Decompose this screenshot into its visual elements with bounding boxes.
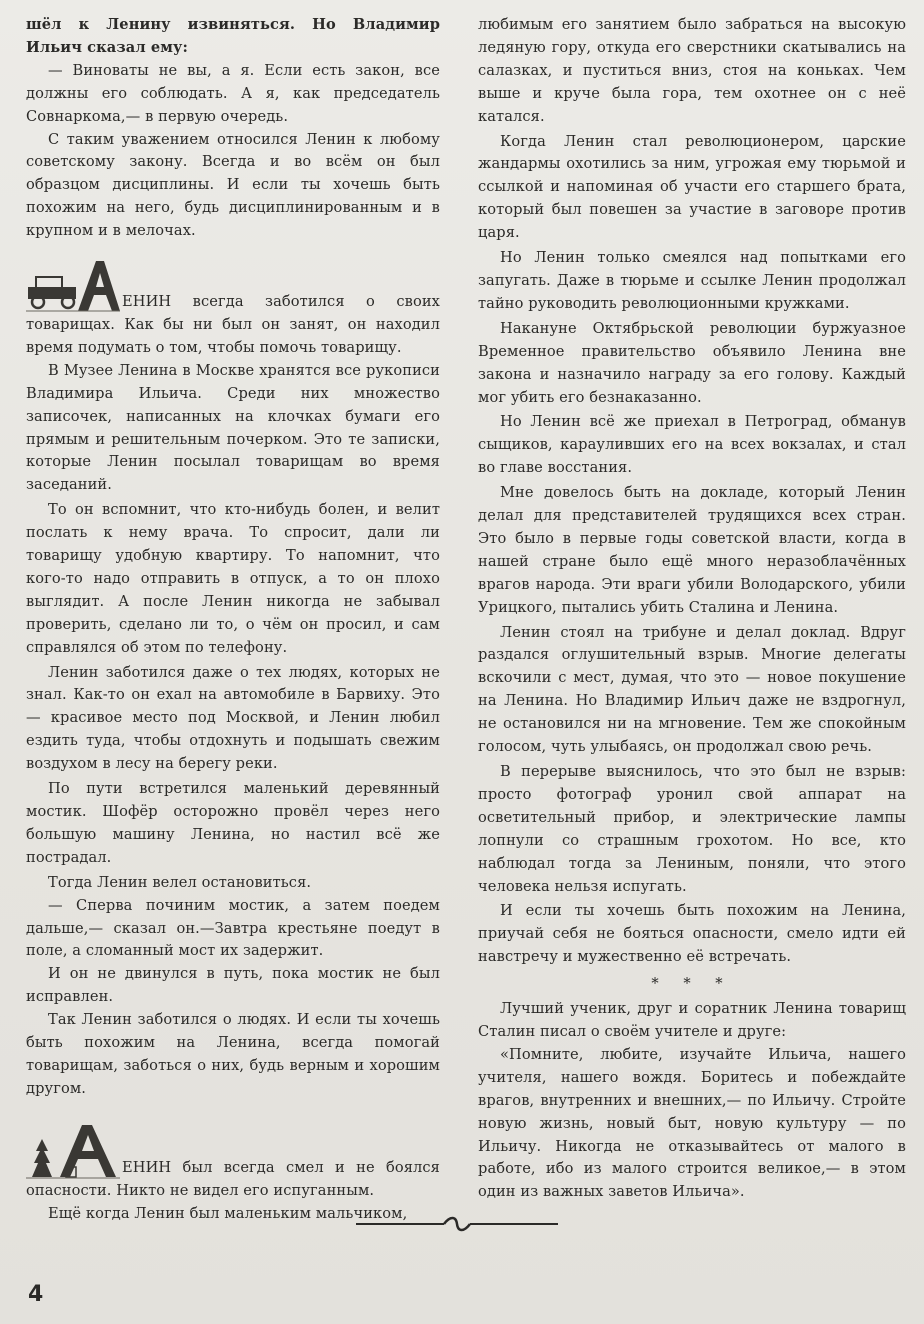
paragraph: Ленин заботился даже о тех людях, которых не знал. Как-то он ехал на автомобиле в Барвиху. Это — красивое место под Москвой, и Ленин любил ездить туда, чтобы отдохнуть и подышать свежим воздухом в лесу на берегу реки. — [26, 663, 440, 773]
paragraph: Так Ленин заботился о людях. И если ты хочешь быть похожим на Ленина, всегда помогай товарищам, заботься о них, будь верным и хорошим другом. — [26, 1011, 440, 1097]
paragraph: — Виноваты не вы, а я. Если есть закон, все должны его соблюдать. А я, как председатель Совнаркома,— в первую очередь. — [26, 61, 440, 125]
paragraph: В перерыве выяснилось, что это был не взрыв: просто фотограф уронил свой аппарат на осветительный прибор, и электрические лампы лопнули со страшным грохотом. Но все, кто наблюдал тогда за Лениным, поняли, что этого человека нельзя испугать. — [478, 763, 906, 895]
paragraph: Мне довелось быть на докладе, который Ленин делал для представителей трудящихся всех стран. Это было в первые годы советской власти, когда в нашей стране было ещё много неразоблачённых врагов народа. Эти враги убили Володарского, убили Урицкого, пытались убить Сталина и Ленина. — [478, 484, 906, 616]
paragraph: С таким уважением относился Ленин к любому советскому закону. Всегда и во всём он был образцом дисциплины. И если ты хочешь быть похожим на него, будь дисциплинированным и в крупном и в мелочах. — [26, 130, 440, 240]
paragraph: Ещё когда Ленин был маленьким мальчиком, — [48, 1204, 408, 1222]
hut-dropcap-icon — [26, 1123, 120, 1179]
paragraph: То он вспомнит, что кто-нибудь болен, и велит послать к нему врача. То спросит, дали ли товарищу удобную квартиру. То напомнит, что кого-то надо отправить в отпуск, а то он плохо выглядит. А после Ленин никогда не забывал проверить, сделано ли то, о чём он просил, и сам справлялся об этом по телефону. — [26, 501, 440, 656]
dropcap-text: ЕНИН всегда заботился о своих товарищах. Как бы ни был он занят, он находил время подумать о том, чтобы помочь товарищу. — [26, 293, 440, 356]
paragraph: Когда Ленин стал революционером, царские жандармы охотились за ним, угрожая ему тюрьмой и ссылкой и напоминая об участи его старшего брата, который был повешен за участие в заговоре против царя. — [478, 132, 906, 242]
ornament-divider-icon — [356, 1216, 558, 1232]
paragraph: В Музее Ленина в Москве хранятся все рукописи Владимира Ильича. Среди них множество записочек, написанных на клочках бумаги его прямым и решительным почерком. Это те записки, которые Ленин посылал товарищам во время заседаний. — [26, 361, 440, 494]
paragraph: любимым его занятием было забраться на высокую ледяную гору, откуда его сверстники скатывались на салазках, и пуститься вниз, стоя на коньках. Чем выше и круче была гора, тем охотнее он с неё катался. — [478, 16, 906, 125]
paragraph: шёл к Ленину извиняться. Но Владимир Ильич сказал ему: — [26, 16, 440, 56]
paragraph: Но Ленин всё же приехал в Петроград, обманув сыщиков, карауливших его на всех вокзалах, и стал во главе восстания. — [478, 413, 906, 477]
paragraph: Но Ленин только смеялся над попытками его запугать. Даже в тюрьме и ссылке Ленин продолжал тайно руководить революционными кружками. — [478, 249, 906, 312]
left-column — [26, 14, 440, 1226]
dropcap-text: ЕНИН был всегда смел и не боялся опасности. Никто не видел его испуганным. — [26, 1158, 440, 1199]
dropcap-section-1 — [26, 257, 440, 360]
right-column — [478, 14, 906, 1204]
quote-paragraph: «Помните, любите, изучайте Ильича, нашего учителя, нашего вождя. Боритесь и побеждайте врагов, внутренних и внешних,— по Ильичу. Стройте новую жизнь, новый быт, новую культуру — по Ильичу. Никогда не отказывайтесь от малого в работе, ибо из малого строится великое,— в этом один из важных заветов Ильича». — [478, 1045, 906, 1201]
paragraph: Тогда Ленин велел остановиться. — [48, 873, 312, 891]
paragraph: Ленин стоял на трибуне и делал доклад. Вдруг раздался оглушительный взрыв. Многие делегаты вскочили с мест, думая, что это — новое покушение на Ленина. Но Владимир Ильич даже не вздрогнул, не остановился ни на мгновение. Тем же спокойным голосом, чуть улыбаясь, он продолжал свою речь. — [478, 623, 906, 756]
paragraph: И он не двинулся в путь, пока мостик не был исправлен. — [26, 965, 440, 1006]
paragraph: И если ты хочешь быть похожим на Ленина, приучай себя не бояться опасности, смело идти ей навстречу и мужественно её встречать. — [478, 902, 906, 966]
paragraph: Лучший ученик, друг и соратник Ленина товарищ Сталин писал о своём учителе и друге: — [478, 1000, 906, 1040]
page-number: 4 — [28, 1282, 44, 1307]
section-separator: * * * — [651, 975, 733, 993]
paragraph — [478, 318, 906, 410]
car-dropcap-icon — [26, 257, 120, 313]
paragraph: По пути встретился маленький деревянный мостик. Шофёр осторожно провёл через него большую машину Ленина, но настил всё же пострадал. — [26, 780, 440, 866]
paragraph: — Сперва починим мостик, а затем поедем дальше,— сказал он.—Завтра крестьяне поедут в поле, а сломанный мост их задержит. — [26, 896, 440, 960]
dropcap-section-2 — [26, 1123, 440, 1203]
paragraph-text: Накануне Октябрьской революции буржуазное Временное правительство объявило Ленина вне закона и назначило награду за его голову. Каждый мог убить его безнаказанно. — [478, 319, 906, 406]
